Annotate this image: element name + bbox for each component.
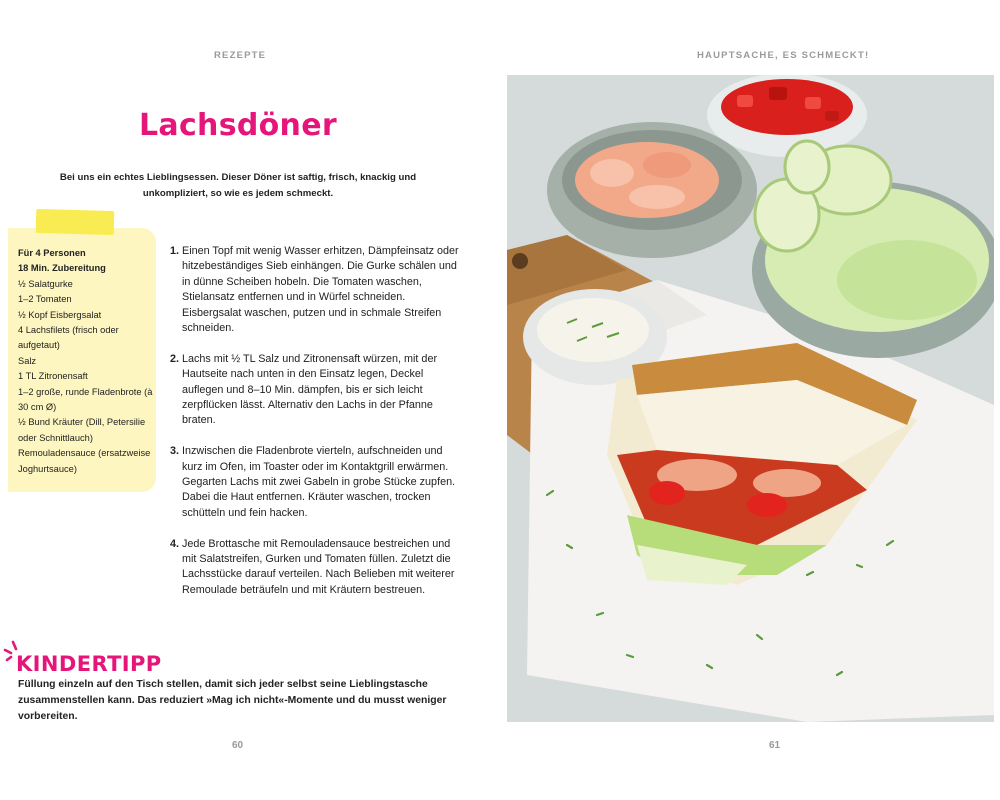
instruction-step xyxy=(170,352,465,429)
servings: Für 4 Personen xyxy=(18,248,86,258)
step-text: Einen Topf mit wenig Wasser erhitzen, Dämpfeinsatz oder hitzebeständiges Sieb einhängen. Die Gurke schälen und in dünne Scheiben hobeln. Die Tomaten waschen, Stielansatz entfernen und in Würfel schneiden. Eisbergsalat waschen, putzen und in schmale Streifen schneiden. xyxy=(182,245,459,335)
instruction-step xyxy=(170,244,465,336)
ingredient-item: 4 Lachsfilets (frisch oder aufgetaut) xyxy=(18,325,119,351)
ingredient-item: 1–2 Tomaten xyxy=(18,294,72,305)
instruction-step xyxy=(170,444,465,521)
tip-title: KINDERTIPP xyxy=(16,652,162,676)
ingredients-list xyxy=(18,246,158,477)
step-text: Inzwischen die Fladenbrote vierteln, aufschneiden und kurz im Ofen, im Toaster oder im Kontaktgrill erwärmen. Gegarten Lachs mit zwei Gabeln in grobe Stücke zupfen. Dabei die Haut entfernen. Kräuter waschen, trocken schütteln und fein hacken. xyxy=(182,445,456,519)
prep-time: 18 Min. Zubereitung xyxy=(18,263,106,274)
step-text: Lachs mit ½ TL Salz und Zitronensaft würzen, mit der Hautseite nach unten in den Einsatz legen, Deckel auflegen und 8–10 Min. dämpfen, bis er sich leicht zerpflücken lässt. Alternativ den Lachs in der Pfanne braten. xyxy=(182,352,438,427)
step-number: 4. xyxy=(170,537,180,550)
step-number: 1. xyxy=(170,245,180,257)
ingredient-item: ½ Kopf Eisbergsalat xyxy=(18,309,102,320)
running-head-right: HAUPTSACHE, ES SCHMECKT! xyxy=(697,50,870,61)
step-text: Jede Brottasche mit Remouladensauce bestreichen und mit Salatstreifen, Gurken und Tomaten füllen. Zuletzt die Lachsstücke darauf verteilen. Nach Belieben mit weiterer Remoulade beträufeln und mit Kräutern bestreuen. xyxy=(182,537,455,596)
recipe-intro: Bei uns ein echtes Lieblingsessen. Dieser Döner ist saftig, frisch, knackig und unkompliziert, so wie es jedem schmeckt. xyxy=(59,172,417,199)
tape-decoration xyxy=(36,209,115,235)
tip-text: Füllung einzeln auf den Tisch stellen, damit sich jeder selbst seine Lieblingstasche zusammenstellen kann. Das reduziert »Mag ich nicht«-Momente und du musst weniger vorbereiten. xyxy=(18,679,447,722)
ingredient-item: 1–2 große, runde Fladenbrote (à 30 cm Ø) xyxy=(18,386,153,413)
ingredient-item: 1 TL Zitronensaft xyxy=(18,371,88,382)
ingredient-item: Salz xyxy=(18,355,37,366)
salmon-bowl xyxy=(547,122,757,258)
instruction-step xyxy=(170,537,465,599)
ingredient-item: ½ Bund Kräuter (Dill, Petersilie oder Schnittlauch) xyxy=(18,417,146,443)
recipe-title: Lachsdöner xyxy=(139,108,337,143)
step-number: 3. xyxy=(170,445,180,458)
instructions xyxy=(170,244,465,614)
running-head-left: REZEPTE xyxy=(214,50,267,61)
page-number-right: 61 xyxy=(769,740,781,751)
step-number: 2. xyxy=(170,352,180,365)
ingredient-item: Remouladensauce (ersatzweise Joghurtsauce) xyxy=(18,448,151,474)
ingredient-item: ½ Salatgurke xyxy=(18,278,73,289)
food-photo xyxy=(507,75,994,722)
page-number-left: 60 xyxy=(232,740,244,751)
